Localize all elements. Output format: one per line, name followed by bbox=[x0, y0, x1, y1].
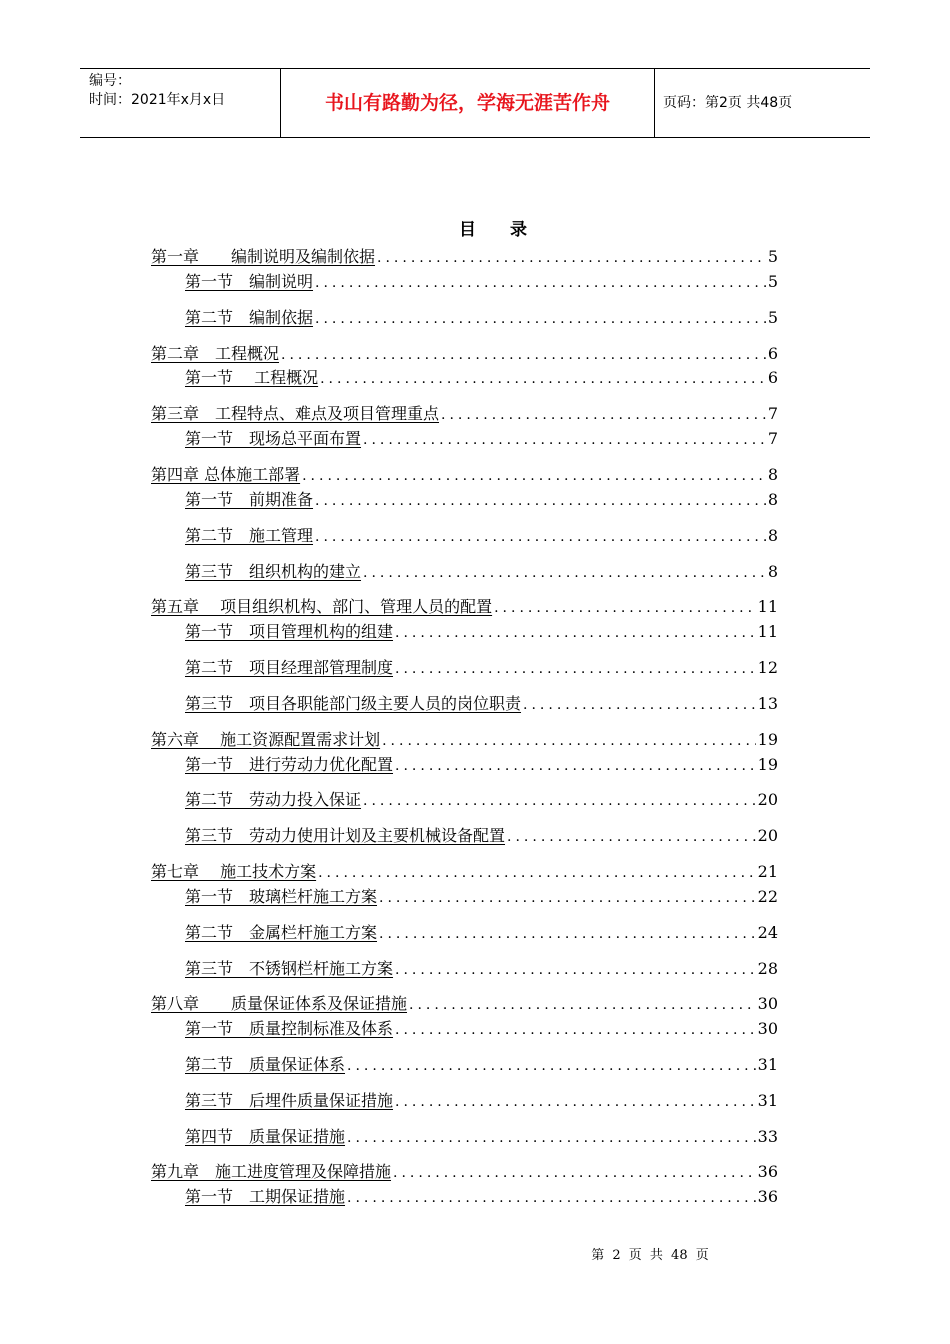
toc-entry-section[interactable] bbox=[185, 693, 778, 715]
toc-entry-chapter[interactable] bbox=[151, 729, 778, 751]
toc-entry-page: 11 bbox=[757, 597, 778, 616]
toc-entry-section[interactable] bbox=[185, 307, 778, 329]
toc-leader-dots bbox=[395, 755, 756, 777]
toc-leader-dots bbox=[382, 730, 756, 752]
header-page-label: 页码：第2页 共48页 bbox=[663, 95, 793, 111]
toc-entry-page: 31 bbox=[757, 1091, 778, 1110]
header-motto: 书山有路勤为径，学海无涯苦作舟 bbox=[324, 92, 610, 114]
toc-entry-text: 第一节 质量控制标准及体系 bbox=[185, 1019, 394, 1038]
toc-entry-section[interactable] bbox=[185, 922, 778, 944]
toc-entry-page: 36 bbox=[757, 1162, 778, 1181]
toc-entry-section[interactable] bbox=[185, 1054, 778, 1076]
toc-title: 目 录 bbox=[459, 220, 541, 240]
toc-leader-dots bbox=[441, 404, 766, 426]
toc-entry-section[interactable] bbox=[185, 657, 778, 679]
toc-entry-chapter[interactable] bbox=[151, 861, 778, 883]
toc-entry-text: 第一节 编制说明 bbox=[185, 272, 314, 291]
toc-entry-text: 第七章 施工技术方案 bbox=[151, 862, 317, 881]
toc-entry-text: 第一节 工期保证措施 bbox=[185, 1187, 346, 1206]
toc-entry-page: 8 bbox=[767, 562, 778, 581]
toc-entry-chapter[interactable] bbox=[151, 993, 778, 1015]
toc-entry-chapter[interactable] bbox=[151, 403, 778, 425]
toc-entry-page: 20 bbox=[757, 826, 778, 845]
toc-leader-dots bbox=[409, 994, 756, 1016]
toc-leader-dots bbox=[315, 308, 766, 330]
toc-entry-text: 第二节 施工管理 bbox=[185, 526, 314, 545]
toc-entry-page: 33 bbox=[757, 1127, 778, 1146]
toc-entry-page: 8 bbox=[767, 490, 778, 509]
toc-leader-dots bbox=[395, 1091, 756, 1113]
toc-entry-text: 第二节 编制依据 bbox=[185, 308, 314, 327]
toc-entry-section[interactable] bbox=[185, 489, 778, 511]
toc-entry-page: 6 bbox=[767, 368, 778, 387]
toc-entry-page: 6 bbox=[767, 344, 778, 363]
toc-entry-chapter[interactable] bbox=[151, 464, 778, 486]
toc-leader-dots bbox=[347, 1127, 756, 1149]
toc-entry-page: 8 bbox=[767, 526, 778, 545]
toc-entry-text: 第四章 总体施工部署 bbox=[151, 465, 301, 484]
toc-entry-text: 第二节 劳动力投入保证 bbox=[185, 790, 362, 809]
toc-entry-page: 13 bbox=[757, 694, 778, 713]
toc-entry-section[interactable] bbox=[185, 958, 778, 980]
toc-entry-text: 第三节 项目各职能部门级主要人员的岗位职责 bbox=[185, 694, 522, 713]
toc-entry-section[interactable] bbox=[185, 789, 778, 811]
toc-entry-section[interactable] bbox=[185, 428, 778, 450]
toc-entry-section[interactable] bbox=[185, 367, 778, 389]
toc-entry-chapter[interactable] bbox=[151, 343, 778, 365]
toc-entry-text: 第五章 项目组织机构、部门、管理人员的配置 bbox=[151, 597, 493, 616]
toc-entry-section[interactable] bbox=[185, 271, 778, 293]
toc-entry-chapter[interactable] bbox=[151, 1161, 778, 1183]
toc-entry-text: 第八章 质量保证体系及保证措施 bbox=[151, 994, 408, 1013]
toc-entry-page: 5 bbox=[767, 308, 778, 327]
toc-leader-dots bbox=[363, 790, 756, 812]
toc-leader-dots bbox=[507, 826, 756, 848]
toc-entry-section[interactable] bbox=[185, 754, 778, 776]
toc-entry-section[interactable] bbox=[185, 1018, 778, 1040]
toc-entry-section[interactable] bbox=[185, 886, 778, 908]
toc-entry-section[interactable] bbox=[185, 525, 778, 547]
toc-entry-page: 5 bbox=[767, 272, 778, 291]
toc-leader-dots bbox=[379, 887, 756, 909]
toc-entry-text: 第六章 施工资源配置需求计划 bbox=[151, 730, 381, 749]
toc-entry-page: 7 bbox=[767, 429, 778, 448]
toc-leader-dots bbox=[315, 272, 766, 294]
toc-entry-page: 36 bbox=[757, 1187, 778, 1206]
toc-leader-dots bbox=[302, 465, 766, 487]
toc-entry-page: 7 bbox=[767, 404, 778, 423]
toc-entry-text: 第一节 玻璃栏杆施工方案 bbox=[185, 887, 378, 906]
toc-entry-section[interactable] bbox=[185, 561, 778, 583]
toc-entry-text: 第二节 项目经理部管理制度 bbox=[185, 658, 394, 677]
toc-entry-text: 第一节 工程概况 bbox=[185, 368, 319, 387]
toc-leader-dots bbox=[315, 490, 766, 512]
toc-entry-page: 5 bbox=[767, 247, 778, 266]
toc-leader-dots bbox=[379, 923, 756, 945]
toc-entry-page: 11 bbox=[757, 622, 778, 641]
toc-entry-text: 第四节 质量保证措施 bbox=[185, 1127, 346, 1146]
toc-leader-dots bbox=[281, 344, 766, 366]
toc-entry-text: 第三节 后埋件质量保证措施 bbox=[185, 1091, 394, 1110]
toc-entry-section[interactable] bbox=[185, 621, 778, 643]
toc-leader-dots bbox=[377, 247, 766, 269]
toc-entry-text: 第二章 工程概况 bbox=[151, 344, 280, 363]
toc-leader-dots bbox=[363, 562, 766, 584]
document-number-label: 编号： bbox=[89, 73, 131, 89]
toc-entry-text: 第一节 进行劳动力优化配置 bbox=[185, 755, 394, 774]
toc-leader-dots bbox=[318, 862, 756, 884]
toc-entry-page: 30 bbox=[757, 994, 778, 1013]
page-footer: 第 2 页 共 48 页 bbox=[591, 1248, 709, 1263]
toc-entry-section[interactable] bbox=[185, 1090, 778, 1112]
toc-entry-page: 21 bbox=[757, 862, 778, 881]
toc-entry-text: 第一节 现场总平面布置 bbox=[185, 429, 362, 448]
toc-leader-dots bbox=[395, 1019, 756, 1041]
toc-leader-dots bbox=[523, 694, 756, 716]
toc-entry-section[interactable] bbox=[185, 1126, 778, 1148]
toc-entry-section[interactable] bbox=[185, 1186, 778, 1208]
toc-leader-dots bbox=[395, 959, 756, 981]
toc-leader-dots bbox=[347, 1055, 756, 1077]
toc-entry-text: 第九章 施工进度管理及保障措施 bbox=[151, 1162, 392, 1181]
toc-entry-text: 第二节 质量保证体系 bbox=[185, 1055, 346, 1074]
toc-leader-dots bbox=[320, 368, 766, 390]
toc-entry-text: 第三节 组织机构的建立 bbox=[185, 562, 362, 581]
toc-entry-chapter[interactable] bbox=[151, 246, 778, 268]
toc-entry-page: 30 bbox=[757, 1019, 778, 1038]
toc-leader-dots bbox=[315, 526, 766, 548]
toc-entry-page: 8 bbox=[767, 465, 778, 484]
toc-leader-dots bbox=[395, 622, 756, 644]
toc-entry-chapter[interactable] bbox=[151, 596, 778, 618]
toc-entry-page: 28 bbox=[757, 959, 778, 978]
toc-leader-dots bbox=[347, 1187, 756, 1209]
toc-entry-page: 19 bbox=[757, 730, 778, 749]
document-date-label: 时间：2021年x月x日 bbox=[89, 92, 226, 108]
toc-entry-text: 第三章 工程特点、难点及项目管理重点 bbox=[151, 404, 440, 423]
toc-leader-dots bbox=[494, 597, 756, 619]
toc-entry-page: 19 bbox=[757, 755, 778, 774]
toc-entry-page: 20 bbox=[757, 790, 778, 809]
toc-entry-text: 第三节 不锈钢栏杆施工方案 bbox=[185, 959, 394, 978]
toc-entry-page: 31 bbox=[757, 1055, 778, 1074]
toc-entry-text: 第二节 金属栏杆施工方案 bbox=[185, 923, 378, 942]
toc-entry-page: 22 bbox=[757, 887, 778, 906]
toc-entry-page: 24 bbox=[757, 923, 778, 942]
toc-entry-text: 第一节 项目管理机构的组建 bbox=[185, 622, 394, 641]
toc-entry-text: 第三节 劳动力使用计划及主要机械设备配置 bbox=[185, 826, 506, 845]
toc-leader-dots bbox=[363, 429, 766, 451]
toc-entry-text: 第一节 前期准备 bbox=[185, 490, 314, 509]
toc-leader-dots bbox=[395, 658, 756, 680]
toc-entry-text: 第一章 编制说明及编制依据 bbox=[151, 247, 376, 266]
toc-leader-dots bbox=[393, 1162, 756, 1184]
toc-entry-page: 12 bbox=[757, 658, 778, 677]
toc-entry-section[interactable] bbox=[185, 825, 778, 847]
